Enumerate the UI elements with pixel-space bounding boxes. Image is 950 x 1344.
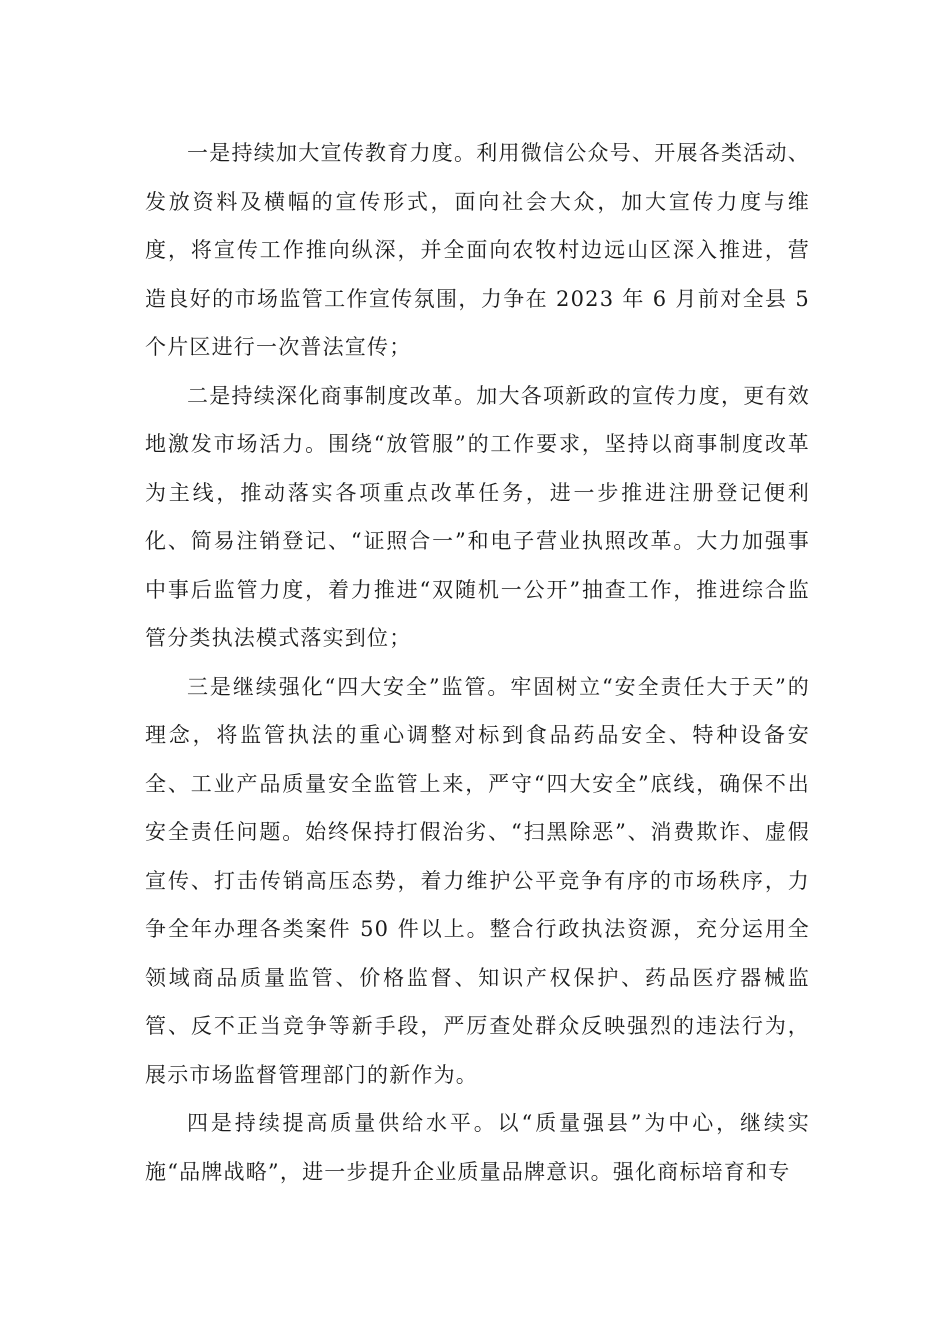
paragraph-2: 二是持续深化商事制度改革。加大各项新政的宣传力度，更有效地激发市场活力。围绕“放管服”的工作要求，坚持以商事制度改革为主线，推动落实各项重点改革任务，进一步推进注册登记便利化、简易注销登记、“证照合一”和电子营业执照改革。大力加强事中事后监管力度，着力推进“双随机一公开”抽查工作，推进综合监管分类执法模式落实到位； <box>145 383 810 650</box>
paragraph-1: 一是持续加大宣传教育力度。利用微信公众号、开展各类活动、发放资料及横幅的宣传形式，面向社会大众，加大宣传力度与维度，将宣传工作推向纵深，并全面向农牧村边远山区深入推进，营造良好的市场监管工作宣传氛围，力争在 2023 年 6 月前对全县 5 个片区进行一次普法宣传； <box>145 141 810 359</box>
document-body <box>145 129 810 1196</box>
paragraph-3: 三是继续强化“四大安全”监管。牢固树立“安全责任大于天”的理念，将监管执法的重心调整对标到食品药品安全、特种设备安全、工业产品质量安全监管上来，严守“四大安全”底线，确保不出安全责任问题。始终保持打假治劣、“扫黑除恶”、消费欺诈、虚假宣传、打击传销高压态势，着力维护公平竞争有序的市场秩序，力争全年办理各类案件 50 件以上。整合行政执法资源，充分运用全领域商品质量监管、价格监督、知识产权保护、药品医疗器械监管、反不正当竞争等新手段，严厉查处群众反映强烈的违法行为，展示市场监督管理部门的新作为。 <box>145 674 810 1087</box>
paragraph-4: 四是持续提高质量供给水平。以“质量强县”为中心，继续实施“品牌战略”，进一步提升企业质量品牌意识。强化商标培育和专 <box>145 1111 810 1184</box>
